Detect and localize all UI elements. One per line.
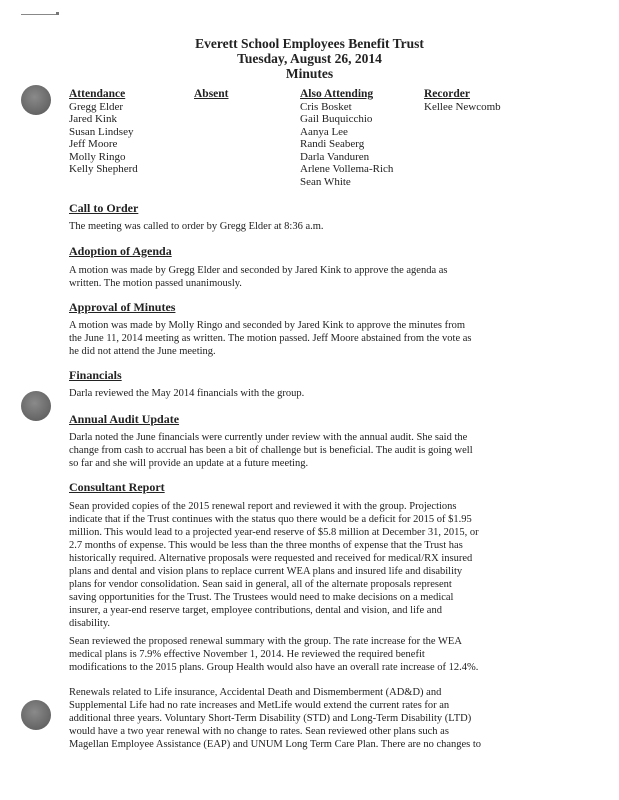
attendee-name: Jeff Moore [69,138,118,150]
consultant-paragraph-2 [69,635,539,674]
absent-heading: Absent [194,88,229,100]
body-line: insurer, a year-end reserve target, employee contributions, dental and vision, and life and [69,605,442,616]
also-attending-column [300,88,393,188]
punch-hole-bottom [21,700,51,730]
body-line: The meeting was called to order by Gregg Elder at 8:36 a.m. [69,221,324,232]
body-line: disability. [69,618,111,629]
body-line: indicate that if the Trust continues with the status quo there would be a deficit for 2015 of $1.95 [69,514,472,525]
body-line: Sean reviewed the proposed renewal summary with the group. The rate increase for the WEA [69,636,462,647]
attendance-column [69,88,138,176]
section-body-approval-of-minutes [69,319,539,358]
body-line: Magellan Employee Assistance (EAP) and UNUM Long Term Care Plan. There are no changes to [69,739,482,750]
body-line: he did not attend the June meeting. [69,346,216,357]
section-title-financials: Financials [69,368,122,382]
body-line: Sean provided copies of the 2015 renewal report and reviewed it with the group. Projections [69,501,457,512]
also-attending-name: Arlene Vollema-Rich [300,163,394,175]
body-line: so far and she will provide an update at a future meeting. [69,458,309,469]
attendee-name: Susan Lindsey [69,125,134,138]
attendee-name: Molly Ringo [69,150,126,163]
document-subtitle: Minutes [285,66,334,81]
punch-hole-top [21,85,51,115]
body-line: A motion was made by Molly Ringo and seconded by Jared Kink to approve the minutes from [69,320,466,331]
body-line: Darla reviewed the May 2014 financials with the group. [69,388,305,399]
attendee-name: Kelly Shepherd [69,163,138,175]
section-title-call-to-order: Call to Order [69,201,139,215]
section-title-adoption-of-agenda: Adoption of Agenda [69,244,172,258]
body-line: would have a two year renewal with no change to rates. Sean reviewed other plans such as [69,726,449,737]
body-line: medical plans is 7.9% effective November 1, 2014. He reviewed the required benefit [69,649,425,660]
punch-hole-middle [21,391,51,421]
also-attending-name: Sean White [300,175,351,188]
recorder-heading: Recorder [424,88,470,100]
body-line: the June 11, 2014 meeting as written. The motion passed. Jeff Moore abstained from the vote as [69,333,472,344]
also-attending-name: Aanya Lee [300,125,348,138]
section-title-approval-of-minutes: Approval of Minutes [69,300,176,314]
recorder-name: Kellee Newcomb [424,100,501,113]
body-line: Darla noted the June financials were currently under review with the annual audit. She said the [69,432,468,443]
body-line: additional three years. Voluntary Short-Term Disability (STD) and Long-Term Disability (LTD) [69,713,472,724]
section-body-call-to-order [69,220,539,233]
scan-mark [21,14,59,15]
also-attending-name: Gail Buquicchio [300,113,373,125]
section-title-consultant-report: Consultant Report [69,480,165,494]
body-line: A motion was made by Gregg Elder and seconded by Jared Kink to approve the agenda as [69,265,448,276]
section-title-annual-audit-update: Annual Audit Update [69,412,180,426]
document-date: Tuesday, August 26, 2014 [237,51,382,66]
document-header [0,36,619,81]
body-line: 2.7 months of expense. This would be less than the three months of expense that the Trust has [69,540,463,551]
consultant-paragraph-3 [69,686,539,751]
body-line: written. The motion passed unanimously. [69,278,242,289]
section-body-adoption-of-agenda [69,264,539,290]
also-attending-name: Randi Seaberg [300,138,365,150]
attendee-name: Gregg Elder [69,100,124,113]
body-line: plans and dental and vision plans to replace current WEA plans and insured life and disability [69,566,463,577]
body-line: Renewals related to Life insurance, Accidental Death and Dismemberment (AD&D) and [69,687,442,698]
also-attending-name: Cris Bosket [300,100,352,113]
attendee-name: Jared Kink [69,113,117,125]
absent-column [194,88,229,101]
consultant-paragraph-1 [69,500,539,630]
document-title: Everett School Employees Benefit Trust [195,36,424,51]
attendance-heading: Attendance [69,88,126,100]
body-line: change from cash to accrual has been a bit of challenge but is beneficial. The audit is going well [69,445,473,456]
body-line: historically required. Alternative proposals were requested and received for medical/RX insured [69,553,473,564]
section-body-financials [69,387,539,400]
body-line: plans for vendor consolidation. Sean said in general, all of the alternate proposals represent [69,579,452,590]
also-attending-name: Darla Vanduren [300,150,370,163]
body-line: modifications to the 2015 plans. Group Health would also have an overall rate increase of 12.4%. [69,662,479,673]
scan-mark-dot [56,12,59,15]
body-line: saving opportunities for the Trust. The Trustees would need to make decisions on a medical [69,592,454,603]
body-line: Supplemental Life had no rate increases and MetLife would extend the current rates for an [69,700,450,711]
section-body-annual-audit-update [69,431,539,470]
also-attending-heading: Also Attending [300,88,374,100]
body-line: million. This would lead to a projected year-end reserve of $5.8 million at December 31, 2015, or [69,527,479,538]
recorder-column [424,88,501,113]
